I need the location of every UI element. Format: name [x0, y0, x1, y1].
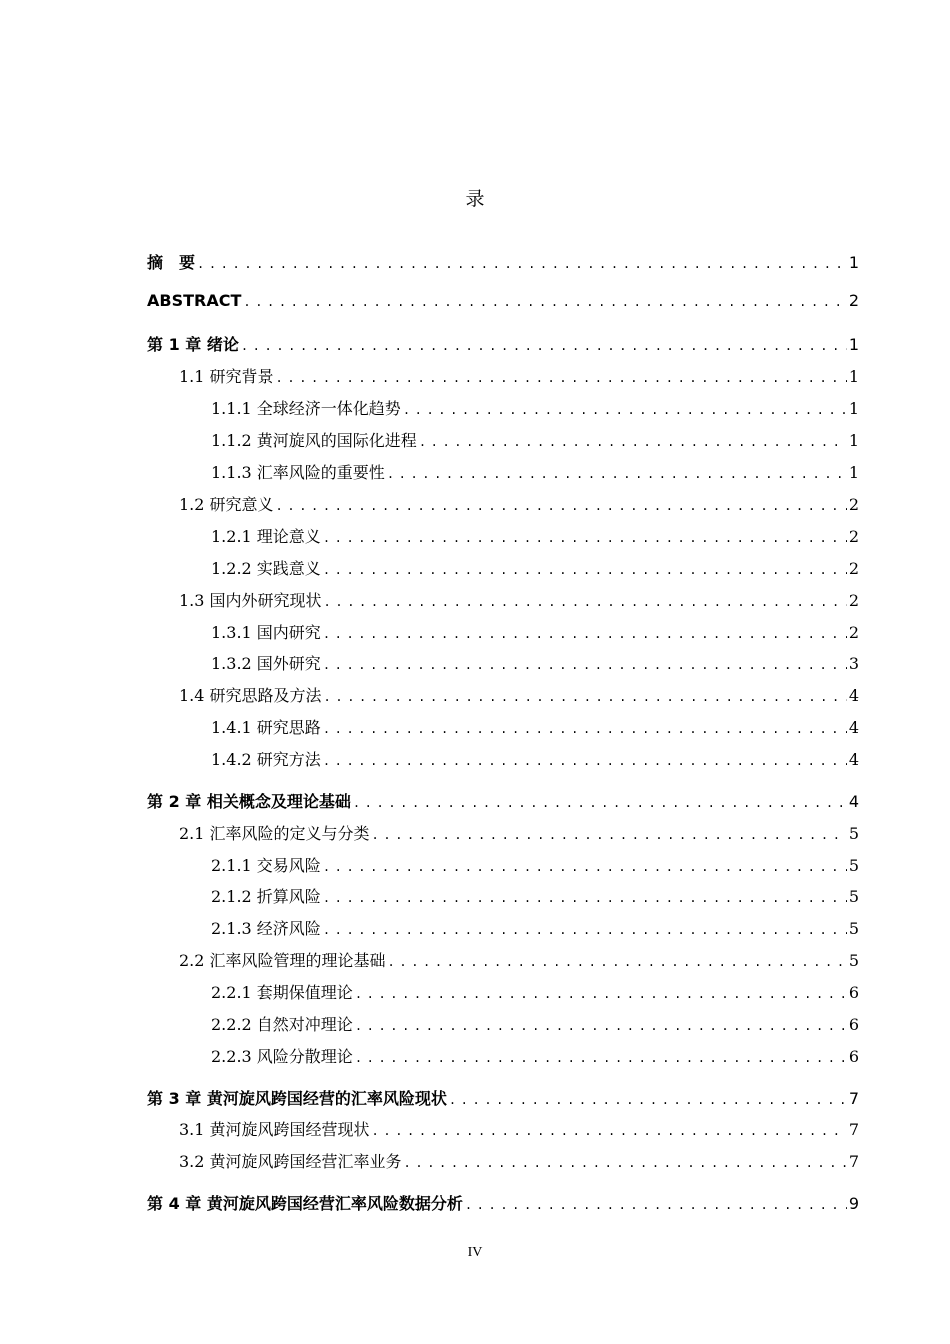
- toc-entry[interactable]: [211, 1012, 859, 1036]
- toc-entry-page: 5: [848, 919, 859, 938]
- toc-entry-page: 6: [848, 1015, 859, 1034]
- toc-leader-dots: [197, 257, 847, 271]
- toc-entry-page: 1: [848, 399, 859, 418]
- toc-entry[interactable]: [179, 588, 859, 612]
- toc-entry-page: 6: [848, 983, 859, 1002]
- toc-leader-dots: [323, 923, 847, 937]
- toc-leader-dots: [323, 627, 847, 641]
- toc-leader-dots: [388, 955, 847, 969]
- toc-entry-page: 1: [848, 335, 859, 354]
- toc-entry[interactable]: [179, 364, 859, 388]
- toc-title: 录: [465, 188, 485, 210]
- toc-entry[interactable]: [211, 884, 859, 908]
- toc-entry-page: 4: [848, 686, 859, 705]
- toc-entry[interactable]: [179, 948, 859, 972]
- toc-entry[interactable]: [179, 492, 859, 516]
- toc-entry-label: 2.2 汇率风险管理的理论基础: [179, 951, 386, 970]
- toc-leader-dots: [465, 1198, 847, 1212]
- toc-leader-dots: [323, 722, 847, 736]
- toc-entry-page: 6: [848, 1047, 859, 1066]
- toc-leader-dots: [323, 658, 847, 672]
- toc-entry-label: 第 4 章 黄河旋风跨国经营汇率风险数据分析: [147, 1194, 463, 1213]
- toc-entry[interactable]: [211, 620, 859, 644]
- toc-entry-page: 5: [848, 887, 859, 906]
- toc-entry-label: 1.4.2 研究方法: [211, 750, 321, 769]
- toc-entry-page: 3: [848, 654, 859, 673]
- toc-entry-page: 7: [848, 1120, 859, 1139]
- toc-entry[interactable]: [211, 396, 859, 420]
- toc-entry[interactable]: [211, 651, 859, 675]
- toc-entry-page: 1: [848, 367, 859, 386]
- toc-entry[interactable]: [211, 556, 859, 580]
- toc-entry-page: 1: [848, 431, 859, 450]
- toc-entry-label: 1.2.1 理论意义: [211, 527, 321, 546]
- toc-entry-label: 1.2 研究意义: [179, 495, 274, 514]
- toc-entry-label: 第 2 章 相关概念及理论基础: [147, 792, 351, 811]
- toc-leader-dots: [324, 595, 847, 609]
- toc-entry[interactable]: [211, 460, 859, 484]
- toc-entry-label: 2.2.3 风险分散理论: [211, 1047, 353, 1066]
- toc-entry[interactable]: [211, 428, 859, 452]
- toc-entry[interactable]: [179, 1149, 859, 1173]
- toc-entry[interactable]: [147, 1191, 859, 1215]
- toc-entry-label: 1.4 研究思路及方法: [179, 686, 322, 705]
- toc-entry-label: 第 1 章 绪论: [147, 335, 239, 354]
- toc-leader-dots: [403, 403, 847, 417]
- toc-leader-dots: [372, 1124, 847, 1138]
- toc-entry-page: 1: [848, 463, 859, 482]
- toc-entry-page: 5: [848, 856, 859, 875]
- toc-entry-page: 2: [848, 495, 859, 514]
- toc-entry-label: 摘 要: [147, 253, 196, 272]
- toc-leader-dots: [419, 435, 847, 449]
- toc-entry[interactable]: [211, 916, 859, 940]
- toc-entry-label: 2.2.2 自然对冲理论: [211, 1015, 353, 1034]
- toc-leader-dots: [276, 499, 847, 513]
- toc-leader-dots: [355, 987, 847, 1001]
- toc-entry-page: 5: [848, 824, 859, 843]
- toc-entry-label: 1.1.1 全球经济一体化趋势: [211, 399, 401, 418]
- toc-entry-label: 2.1.1 交易风险: [211, 856, 321, 875]
- toc-entry-page: 2: [848, 591, 859, 610]
- toc-entry[interactable]: [179, 683, 859, 707]
- toc-entry[interactable]: [147, 1086, 859, 1110]
- toc-leader-dots: [323, 531, 847, 545]
- toc-entry-label: 3.2 黄河旋风跨国经营汇率业务: [179, 1152, 402, 1171]
- toc-entry-label: 1.3 国内外研究现状: [179, 591, 322, 610]
- toc-entry[interactable]: [147, 291, 859, 315]
- toc-leader-dots: [243, 295, 846, 309]
- toc-entry-page: 2: [848, 623, 859, 642]
- toc-entry-label: 1.3.2 国外研究: [211, 654, 321, 673]
- toc-entry-label: 2.1.2 折算风险: [211, 887, 321, 906]
- toc-leader-dots: [323, 754, 847, 768]
- page-number-footer: IV: [467, 1245, 483, 1260]
- toc-entry-label: 第 3 章 黄河旋风跨国经营的汇率风险现状: [147, 1089, 447, 1108]
- toc-entry[interactable]: [211, 980, 859, 1004]
- toc-leader-dots: [241, 339, 847, 353]
- toc-entry-page: 4: [848, 792, 859, 811]
- toc-entry[interactable]: [147, 332, 859, 356]
- toc-entry-page: 5: [848, 951, 859, 970]
- toc-entry-page: 2: [848, 527, 859, 546]
- toc-entry-label: 3.1 黄河旋风跨国经营现状: [179, 1120, 370, 1139]
- toc-leader-dots: [276, 371, 847, 385]
- toc-entry-page: 2: [848, 559, 859, 578]
- toc-leader-dots: [324, 690, 847, 704]
- toc-entry-label: 2.1 汇率风险的定义与分类: [179, 824, 370, 843]
- toc-entry[interactable]: [211, 715, 859, 739]
- toc-entry-label: 1.1 研究背景: [179, 367, 274, 386]
- toc-entry[interactable]: [147, 789, 859, 813]
- toc-entry[interactable]: [211, 853, 859, 877]
- toc-entry-label: 2.2.1 套期保值理论: [211, 983, 353, 1002]
- toc-entry-page: 7: [848, 1089, 859, 1108]
- toc-entry-label: ABSTRACT: [147, 291, 242, 310]
- toc-entry[interactable]: [211, 1044, 859, 1068]
- toc-leader-dots: [323, 891, 847, 905]
- toc-leader-dots: [449, 1093, 847, 1107]
- toc-entry-label: 1.4.1 研究思路: [211, 718, 321, 737]
- toc-entry-page: 9: [848, 1194, 859, 1213]
- toc-entry-page: 4: [848, 750, 859, 769]
- toc-leader-dots: [372, 828, 847, 842]
- toc-entry-page: 2: [848, 291, 859, 310]
- toc-leader-dots: [323, 860, 847, 874]
- toc-entry[interactable]: [179, 821, 859, 845]
- toc-leader-dots: [353, 796, 847, 810]
- toc-entry-label: 1.1.3 汇率风险的重要性: [211, 463, 385, 482]
- toc-entry-label: 2.1.3 经济风险: [211, 919, 321, 938]
- toc-entry[interactable]: [147, 250, 859, 274]
- toc-leader-dots: [355, 1019, 847, 1033]
- toc-leader-dots: [404, 1156, 847, 1170]
- toc-leader-dots: [387, 467, 847, 481]
- toc-entry-page: 7: [848, 1152, 859, 1171]
- toc-entry[interactable]: [211, 747, 859, 771]
- toc-entry[interactable]: [211, 524, 859, 548]
- toc-leader-dots: [355, 1051, 847, 1065]
- toc-entry-page: 4: [848, 718, 859, 737]
- toc-leader-dots: [323, 563, 847, 577]
- toc-entry-page: 1: [848, 253, 859, 272]
- toc-entry-label: 1.2.2 实践意义: [211, 559, 321, 578]
- toc-entry-label: 1.1.2 黄河旋风的国际化进程: [211, 431, 417, 450]
- toc-entry-label: 1.3.1 国内研究: [211, 623, 321, 642]
- toc-entry[interactable]: [179, 1117, 859, 1141]
